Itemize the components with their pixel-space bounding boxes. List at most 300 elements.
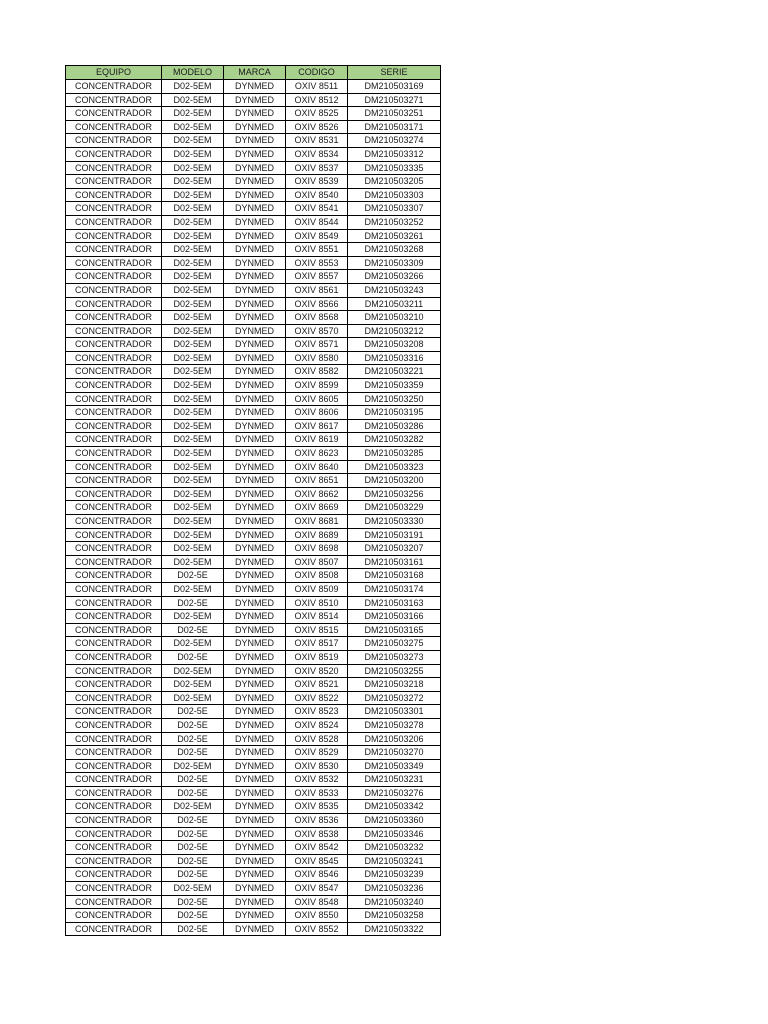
cell-equipo: CONCENTRADOR — [66, 392, 162, 406]
table-row — [66, 814, 441, 828]
cell-codigo: OXIV 8540 — [286, 188, 348, 202]
cell-equipo: CONCENTRADOR — [66, 718, 162, 732]
table-row — [66, 555, 441, 569]
cell-codigo: OXIV 8617 — [286, 419, 348, 433]
cell-marca: DYNMED — [224, 324, 286, 338]
cell-serie: DM210503166 — [348, 610, 441, 624]
cell-modelo: D02-5EM — [162, 351, 224, 365]
header-row — [66, 66, 441, 80]
cell-marca: DYNMED — [224, 705, 286, 719]
cell-codigo: OXIV 8521 — [286, 678, 348, 692]
cell-modelo: D02-5E — [162, 922, 224, 936]
cell-serie: DM210503256 — [348, 487, 441, 501]
cell-codigo: OXIV 8553 — [286, 256, 348, 270]
table-row — [66, 637, 441, 651]
cell-modelo: D02-5E — [162, 814, 224, 828]
cell-modelo: D02-5EM — [162, 311, 224, 325]
cell-codigo: OXIV 8542 — [286, 841, 348, 855]
cell-marca: DYNMED — [224, 134, 286, 148]
cell-marca: DYNMED — [224, 392, 286, 406]
cell-codigo: OXIV 8549 — [286, 229, 348, 243]
table-row — [66, 93, 441, 107]
cell-modelo: D02-5E — [162, 746, 224, 760]
table-row — [66, 175, 441, 189]
table-row — [66, 664, 441, 678]
cell-codigo: OXIV 8519 — [286, 650, 348, 664]
cell-codigo: OXIV 8599 — [286, 379, 348, 393]
cell-modelo: D02-5E — [162, 705, 224, 719]
cell-marca: DYNMED — [224, 215, 286, 229]
table-row — [66, 786, 441, 800]
equipment-table — [65, 65, 441, 936]
cell-modelo: D02-5E — [162, 623, 224, 637]
cell-codigo: OXIV 8550 — [286, 909, 348, 923]
cell-modelo: D02-5EM — [162, 175, 224, 189]
table-row — [66, 447, 441, 461]
cell-codigo: OXIV 8544 — [286, 215, 348, 229]
cell-equipo: CONCENTRADOR — [66, 528, 162, 542]
cell-marca: DYNMED — [224, 827, 286, 841]
table-row — [66, 80, 441, 94]
table-row — [66, 773, 441, 787]
cell-modelo: D02-5EM — [162, 487, 224, 501]
cell-serie: DM210503250 — [348, 392, 441, 406]
cell-marca: DYNMED — [224, 555, 286, 569]
cell-equipo: CONCENTRADOR — [66, 786, 162, 800]
cell-equipo: CONCENTRADOR — [66, 474, 162, 488]
cell-equipo: CONCENTRADOR — [66, 909, 162, 923]
cell-equipo: CONCENTRADOR — [66, 338, 162, 352]
cell-equipo: CONCENTRADOR — [66, 841, 162, 855]
cell-marca: DYNMED — [224, 256, 286, 270]
cell-modelo: D02-5EM — [162, 447, 224, 461]
cell-marca: DYNMED — [224, 637, 286, 651]
table-row — [66, 243, 441, 257]
cell-modelo: D02-5EM — [162, 107, 224, 121]
cell-codigo: OXIV 8514 — [286, 610, 348, 624]
cell-marca: DYNMED — [224, 786, 286, 800]
cell-codigo: OXIV 8605 — [286, 392, 348, 406]
cell-serie: DM210503231 — [348, 773, 441, 787]
cell-modelo: D02-5E — [162, 650, 224, 664]
table-row — [66, 324, 441, 338]
cell-modelo: D02-5EM — [162, 297, 224, 311]
table-row — [66, 759, 441, 773]
cell-serie: DM210503168 — [348, 569, 441, 583]
cell-marca: DYNMED — [224, 623, 286, 637]
cell-serie: DM210503243 — [348, 283, 441, 297]
cell-equipo: CONCENTRADOR — [66, 814, 162, 828]
cell-marca: DYNMED — [224, 243, 286, 257]
cell-serie: DM210503236 — [348, 882, 441, 896]
cell-modelo: D02-5EM — [162, 555, 224, 569]
cell-serie: DM210503239 — [348, 868, 441, 882]
cell-marca: DYNMED — [224, 841, 286, 855]
cell-modelo: D02-5EM — [162, 161, 224, 175]
cell-marca: DYNMED — [224, 379, 286, 393]
cell-equipo: CONCENTRADOR — [66, 487, 162, 501]
cell-marca: DYNMED — [224, 542, 286, 556]
table-row — [66, 283, 441, 297]
table-row — [66, 419, 441, 433]
cell-serie: DM210503323 — [348, 460, 441, 474]
cell-serie: DM210503271 — [348, 93, 441, 107]
table-header — [66, 66, 441, 80]
cell-modelo: D02-5EM — [162, 283, 224, 297]
cell-serie: DM210503208 — [348, 338, 441, 352]
cell-modelo: D02-5EM — [162, 419, 224, 433]
cell-codigo: OXIV 8662 — [286, 487, 348, 501]
table-row — [66, 705, 441, 719]
cell-marca: DYNMED — [224, 664, 286, 678]
cell-equipo: CONCENTRADOR — [66, 705, 162, 719]
cell-serie: DM210503210 — [348, 311, 441, 325]
cell-marca: DYNMED — [224, 868, 286, 882]
cell-serie: DM210503229 — [348, 501, 441, 515]
cell-codigo: OXIV 8532 — [286, 773, 348, 787]
cell-serie: DM210503276 — [348, 786, 441, 800]
cell-modelo: D02-5E — [162, 854, 224, 868]
cell-codigo: OXIV 8522 — [286, 691, 348, 705]
cell-serie: DM210503322 — [348, 922, 441, 936]
cell-codigo: OXIV 8623 — [286, 447, 348, 461]
cell-codigo: OXIV 8533 — [286, 786, 348, 800]
cell-marca: DYNMED — [224, 351, 286, 365]
cell-marca: DYNMED — [224, 147, 286, 161]
table-row — [66, 542, 441, 556]
table-row — [66, 678, 441, 692]
cell-marca: DYNMED — [224, 175, 286, 189]
cell-serie: DM210503161 — [348, 555, 441, 569]
cell-codigo: OXIV 8523 — [286, 705, 348, 719]
cell-equipo: CONCENTRADOR — [66, 759, 162, 773]
cell-serie: DM210503232 — [348, 841, 441, 855]
cell-modelo: D02-5EM — [162, 582, 224, 596]
cell-marca: DYNMED — [224, 419, 286, 433]
cell-serie: DM210503165 — [348, 623, 441, 637]
cell-modelo: D02-5EM — [162, 515, 224, 529]
cell-codigo: OXIV 8536 — [286, 814, 348, 828]
cell-codigo: OXIV 8524 — [286, 718, 348, 732]
cell-equipo: CONCENTRADOR — [66, 188, 162, 202]
cell-serie: DM210503211 — [348, 297, 441, 311]
cell-marca: DYNMED — [224, 93, 286, 107]
cell-equipo: CONCENTRADOR — [66, 107, 162, 121]
cell-codigo: OXIV 8552 — [286, 922, 348, 936]
cell-marca: DYNMED — [224, 406, 286, 420]
cell-codigo: OXIV 8526 — [286, 120, 348, 134]
cell-serie: DM210503266 — [348, 270, 441, 284]
cell-codigo: OXIV 8507 — [286, 555, 348, 569]
table-row — [66, 351, 441, 365]
cell-modelo: D02-5EM — [162, 474, 224, 488]
cell-marca: DYNMED — [224, 474, 286, 488]
table-row — [66, 515, 441, 529]
cell-equipo: CONCENTRADOR — [66, 175, 162, 189]
cell-equipo: CONCENTRADOR — [66, 922, 162, 936]
table-row — [66, 868, 441, 882]
cell-equipo: CONCENTRADOR — [66, 379, 162, 393]
cell-serie: DM210503275 — [348, 637, 441, 651]
cell-codigo: OXIV 8547 — [286, 882, 348, 896]
cell-modelo: D02-5EM — [162, 678, 224, 692]
cell-codigo: OXIV 8525 — [286, 107, 348, 121]
cell-equipo: CONCENTRADOR — [66, 773, 162, 787]
cell-marca: DYNMED — [224, 800, 286, 814]
cell-modelo: D02-5EM — [162, 664, 224, 678]
table-row — [66, 270, 441, 284]
cell-modelo: D02-5E — [162, 786, 224, 800]
cell-modelo: D02-5EM — [162, 610, 224, 624]
cell-equipo: CONCENTRADOR — [66, 691, 162, 705]
cell-serie: DM210503349 — [348, 759, 441, 773]
table-row — [66, 311, 441, 325]
cell-modelo: D02-5EM — [162, 501, 224, 515]
table-row — [66, 406, 441, 420]
cell-serie: DM210503171 — [348, 120, 441, 134]
cell-codigo: OXIV 8539 — [286, 175, 348, 189]
cell-modelo: D02-5E — [162, 596, 224, 610]
table-row — [66, 732, 441, 746]
cell-modelo: D02-5E — [162, 773, 224, 787]
table-row — [66, 460, 441, 474]
cell-modelo: D02-5E — [162, 569, 224, 583]
table-row — [66, 338, 441, 352]
cell-equipo: CONCENTRADOR — [66, 501, 162, 515]
cell-marca: DYNMED — [224, 283, 286, 297]
cell-serie: DM210503335 — [348, 161, 441, 175]
table-row — [66, 188, 441, 202]
header-modelo: MODELO — [162, 66, 224, 80]
cell-equipo: CONCENTRADOR — [66, 610, 162, 624]
header-equipo: EQUIPO — [66, 66, 162, 80]
cell-equipo: CONCENTRADOR — [66, 229, 162, 243]
cell-equipo: CONCENTRADOR — [66, 406, 162, 420]
cell-equipo: CONCENTRADOR — [66, 569, 162, 583]
cell-modelo: D02-5EM — [162, 256, 224, 270]
cell-marca: DYNMED — [224, 120, 286, 134]
cell-marca: DYNMED — [224, 447, 286, 461]
cell-equipo: CONCENTRADOR — [66, 283, 162, 297]
cell-equipo: CONCENTRADOR — [66, 80, 162, 94]
cell-codigo: OXIV 8568 — [286, 311, 348, 325]
cell-codigo: OXIV 8531 — [286, 134, 348, 148]
cell-codigo: OXIV 8580 — [286, 351, 348, 365]
table-row — [66, 256, 441, 270]
cell-serie: DM210503282 — [348, 433, 441, 447]
cell-serie: DM210503303 — [348, 188, 441, 202]
cell-serie: DM210503309 — [348, 256, 441, 270]
cell-serie: DM210503205 — [348, 175, 441, 189]
cell-equipo: CONCENTRADOR — [66, 637, 162, 651]
cell-marca: DYNMED — [224, 718, 286, 732]
cell-equipo: CONCENTRADOR — [66, 147, 162, 161]
cell-serie: DM210503163 — [348, 596, 441, 610]
cell-marca: DYNMED — [224, 773, 286, 787]
cell-codigo: OXIV 8571 — [286, 338, 348, 352]
cell-modelo: D02-5EM — [162, 365, 224, 379]
cell-equipo: CONCENTRADOR — [66, 297, 162, 311]
table-row — [66, 107, 441, 121]
cell-codigo: OXIV 8534 — [286, 147, 348, 161]
cell-serie: DM210503169 — [348, 80, 441, 94]
cell-marca: DYNMED — [224, 460, 286, 474]
cell-equipo: CONCENTRADOR — [66, 746, 162, 760]
cell-modelo: D02-5EM — [162, 433, 224, 447]
cell-equipo: CONCENTRADOR — [66, 93, 162, 107]
cell-marca: DYNMED — [224, 270, 286, 284]
cell-codigo: OXIV 8557 — [286, 270, 348, 284]
cell-equipo: CONCENTRADOR — [66, 202, 162, 216]
cell-equipo: CONCENTRADOR — [66, 351, 162, 365]
cell-modelo: D02-5EM — [162, 800, 224, 814]
cell-modelo: D02-5E — [162, 909, 224, 923]
cell-equipo: CONCENTRADOR — [66, 419, 162, 433]
cell-equipo: CONCENTRADOR — [66, 895, 162, 909]
cell-codigo: OXIV 8509 — [286, 582, 348, 596]
cell-equipo: CONCENTRADOR — [66, 542, 162, 556]
table-row — [66, 147, 441, 161]
cell-codigo: OXIV 8528 — [286, 732, 348, 746]
cell-codigo: OXIV 8520 — [286, 664, 348, 678]
cell-equipo: CONCENTRADOR — [66, 433, 162, 447]
cell-modelo: D02-5EM — [162, 691, 224, 705]
cell-codigo: OXIV 8606 — [286, 406, 348, 420]
cell-serie: DM210503270 — [348, 746, 441, 760]
cell-codigo: OXIV 8529 — [286, 746, 348, 760]
table-row — [66, 120, 441, 134]
cell-modelo: D02-5E — [162, 718, 224, 732]
cell-marca: DYNMED — [224, 732, 286, 746]
cell-serie: DM210503191 — [348, 528, 441, 542]
cell-modelo: D02-5EM — [162, 270, 224, 284]
cell-marca: DYNMED — [224, 569, 286, 583]
cell-modelo: D02-5EM — [162, 637, 224, 651]
table-row — [66, 827, 441, 841]
cell-serie: DM210503316 — [348, 351, 441, 365]
cell-equipo: CONCENTRADOR — [66, 311, 162, 325]
cell-marca: DYNMED — [224, 188, 286, 202]
cell-serie: DM210503346 — [348, 827, 441, 841]
cell-equipo: CONCENTRADOR — [66, 134, 162, 148]
cell-codigo: OXIV 8681 — [286, 515, 348, 529]
table-row — [66, 746, 441, 760]
cell-marca: DYNMED — [224, 161, 286, 175]
cell-serie: DM210503212 — [348, 324, 441, 338]
cell-marca: DYNMED — [224, 229, 286, 243]
cell-serie: DM210503274 — [348, 134, 441, 148]
cell-marca: DYNMED — [224, 338, 286, 352]
cell-equipo: CONCENTRADOR — [66, 623, 162, 637]
cell-equipo: CONCENTRADOR — [66, 256, 162, 270]
cell-codigo: OXIV 8561 — [286, 283, 348, 297]
cell-serie: DM210503261 — [348, 229, 441, 243]
table-row — [66, 379, 441, 393]
table-row — [66, 922, 441, 936]
table-row — [66, 582, 441, 596]
cell-equipo: CONCENTRADOR — [66, 732, 162, 746]
cell-serie: DM210503255 — [348, 664, 441, 678]
cell-serie: DM210503360 — [348, 814, 441, 828]
cell-equipo: CONCENTRADOR — [66, 120, 162, 134]
cell-equipo: CONCENTRADOR — [66, 270, 162, 284]
cell-marca: DYNMED — [224, 311, 286, 325]
cell-equipo: CONCENTRADOR — [66, 365, 162, 379]
cell-equipo: CONCENTRADOR — [66, 854, 162, 868]
cell-marca: DYNMED — [224, 895, 286, 909]
cell-serie: DM210503200 — [348, 474, 441, 488]
cell-modelo: D02-5EM — [162, 202, 224, 216]
cell-serie: DM210503359 — [348, 379, 441, 393]
cell-modelo: D02-5EM — [162, 120, 224, 134]
cell-marca: DYNMED — [224, 528, 286, 542]
cell-modelo: D02-5EM — [162, 406, 224, 420]
cell-marca: DYNMED — [224, 922, 286, 936]
table-row — [66, 501, 441, 515]
cell-marca: DYNMED — [224, 610, 286, 624]
cell-codigo: OXIV 8570 — [286, 324, 348, 338]
cell-codigo: OXIV 8530 — [286, 759, 348, 773]
cell-codigo: OXIV 8537 — [286, 161, 348, 175]
cell-equipo: CONCENTRADOR — [66, 447, 162, 461]
cell-marca: DYNMED — [224, 202, 286, 216]
cell-marca: DYNMED — [224, 582, 286, 596]
cell-codigo: OXIV 8582 — [286, 365, 348, 379]
cell-modelo: D02-5E — [162, 868, 224, 882]
cell-codigo: OXIV 8566 — [286, 297, 348, 311]
cell-equipo: CONCENTRADOR — [66, 868, 162, 882]
cell-codigo: OXIV 8512 — [286, 93, 348, 107]
cell-codigo: OXIV 8548 — [286, 895, 348, 909]
cell-equipo: CONCENTRADOR — [66, 215, 162, 229]
cell-marca: DYNMED — [224, 854, 286, 868]
cell-equipo: CONCENTRADOR — [66, 650, 162, 664]
table-row — [66, 202, 441, 216]
cell-equipo: CONCENTRADOR — [66, 664, 162, 678]
table-row — [66, 800, 441, 814]
cell-serie: DM210503342 — [348, 800, 441, 814]
cell-serie: DM210503272 — [348, 691, 441, 705]
table-row — [66, 895, 441, 909]
cell-marca: DYNMED — [224, 759, 286, 773]
cell-modelo: D02-5E — [162, 895, 224, 909]
table-row — [66, 854, 441, 868]
cell-modelo: D02-5EM — [162, 882, 224, 896]
table-row — [66, 882, 441, 896]
cell-serie: DM210503312 — [348, 147, 441, 161]
cell-equipo: CONCENTRADOR — [66, 596, 162, 610]
cell-modelo: D02-5EM — [162, 215, 224, 229]
cell-modelo: D02-5EM — [162, 188, 224, 202]
cell-marca: DYNMED — [224, 487, 286, 501]
cell-codigo: OXIV 8511 — [286, 80, 348, 94]
cell-serie: DM210503240 — [348, 895, 441, 909]
cell-modelo: D02-5EM — [162, 93, 224, 107]
cell-serie: DM210503174 — [348, 582, 441, 596]
table-row — [66, 691, 441, 705]
header-serie: SERIE — [348, 66, 441, 80]
cell-equipo: CONCENTRADOR — [66, 800, 162, 814]
cell-codigo: OXIV 8651 — [286, 474, 348, 488]
cell-marca: DYNMED — [224, 107, 286, 121]
cell-modelo: D02-5EM — [162, 338, 224, 352]
cell-codigo: OXIV 8515 — [286, 623, 348, 637]
cell-equipo: CONCENTRADOR — [66, 324, 162, 338]
cell-codigo: OXIV 8698 — [286, 542, 348, 556]
cell-codigo: OXIV 8619 — [286, 433, 348, 447]
cell-serie: DM210503278 — [348, 718, 441, 732]
cell-marca: DYNMED — [224, 691, 286, 705]
